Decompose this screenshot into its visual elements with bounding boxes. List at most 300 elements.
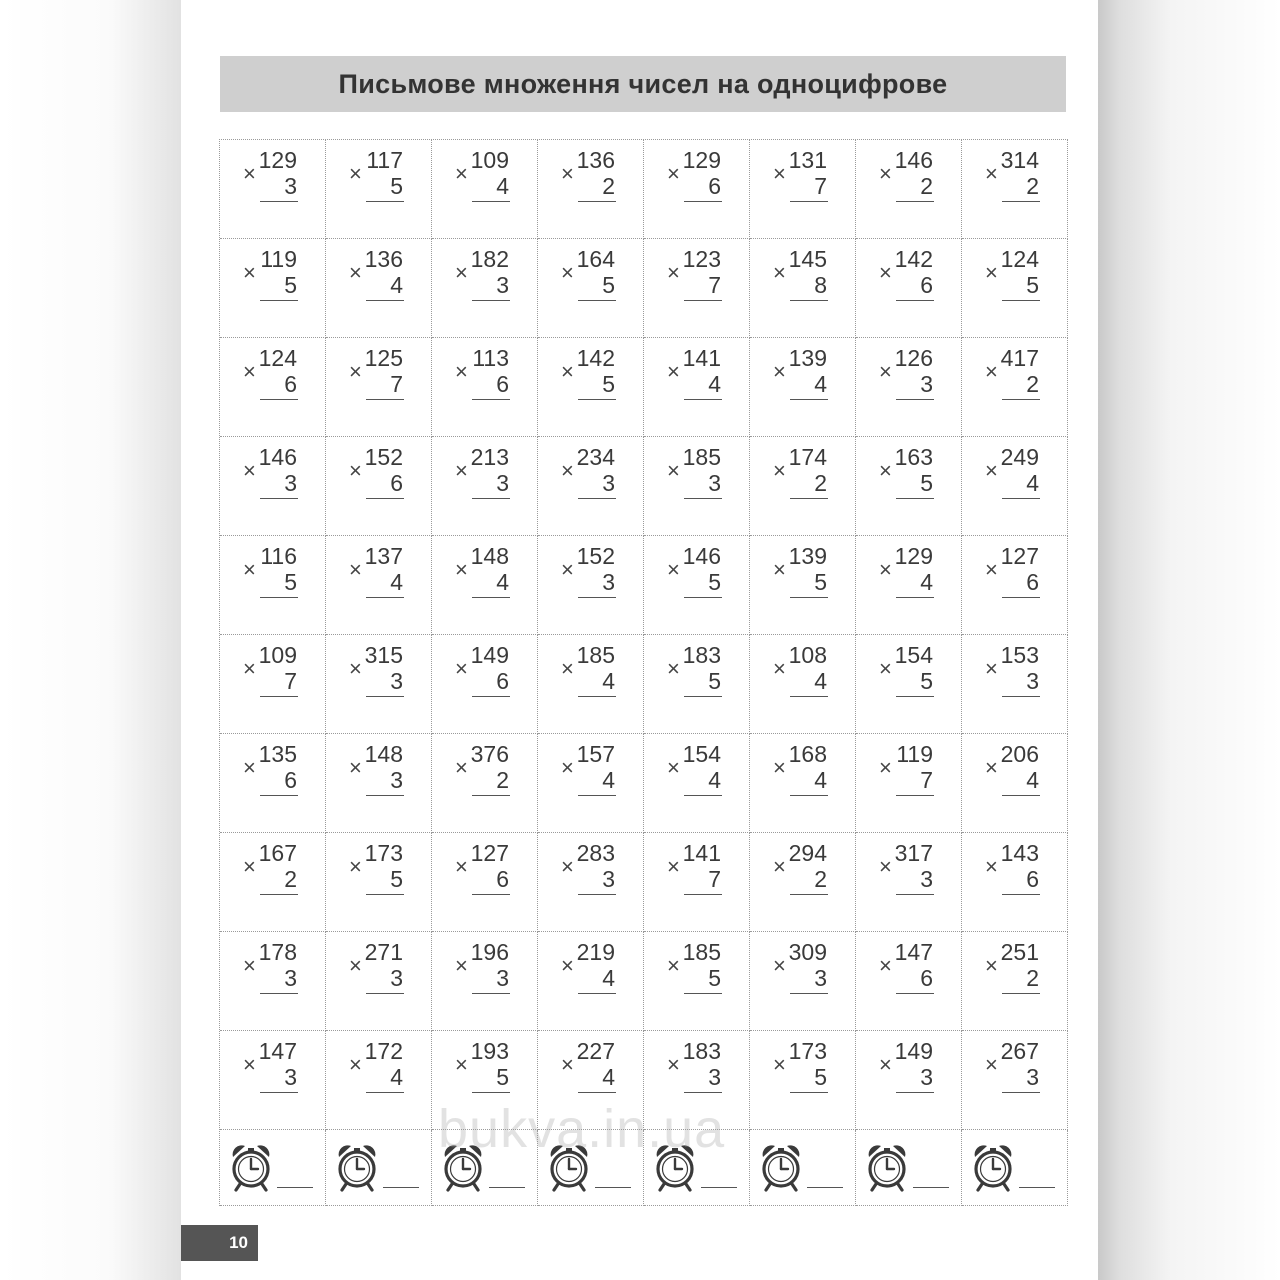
answer-line[interactable] <box>578 300 616 301</box>
multiplier: 4 <box>920 569 933 595</box>
multiplicand: 108 <box>788 642 827 668</box>
time-answer-line[interactable] <box>807 1187 843 1188</box>
multiplicand: 141 <box>682 840 721 866</box>
multiply-sign: × <box>773 656 786 681</box>
exercise-cell <box>750 932 856 1031</box>
multiplicand: 119 <box>260 246 297 272</box>
answer-line[interactable] <box>684 795 722 796</box>
multiply-sign: × <box>773 359 786 384</box>
multiplicand: 146 <box>258 444 297 470</box>
multiplier: 5 <box>814 1064 827 1090</box>
multiply-sign: × <box>985 161 998 186</box>
multiplicand: 314 <box>1000 147 1039 173</box>
answer-line[interactable] <box>1002 795 1040 796</box>
answer-line[interactable] <box>366 300 404 301</box>
multiply-sign: × <box>667 1052 680 1077</box>
answer-line[interactable] <box>366 894 404 895</box>
multiplicand: 129 <box>258 147 297 173</box>
multiplicand: 139 <box>788 543 827 569</box>
multiplicand: 376 <box>470 741 509 767</box>
multiplicand: 154 <box>894 642 933 668</box>
time-answer-line[interactable] <box>277 1187 313 1188</box>
answer-line[interactable] <box>684 399 722 400</box>
multiplier: 4 <box>814 767 827 793</box>
multiplicand: 129 <box>894 543 933 569</box>
multiplier: 4 <box>602 767 615 793</box>
multiply-sign: × <box>349 458 362 483</box>
answer-line[interactable] <box>578 201 616 202</box>
multiplicand: 251 <box>1000 939 1039 965</box>
answer-line[interactable] <box>366 201 404 202</box>
multiplier: 4 <box>1026 767 1039 793</box>
exercise-cell <box>962 239 1068 338</box>
answer-line[interactable] <box>1002 300 1040 301</box>
exercise-cell <box>538 635 644 734</box>
exercise-cell <box>644 635 750 734</box>
multiplicand: 157 <box>576 741 615 767</box>
answer-line[interactable] <box>260 993 298 994</box>
multiply-sign: × <box>561 458 574 483</box>
multiplicand: 182 <box>470 246 509 272</box>
exercise-cell <box>856 140 962 239</box>
exercise-cell <box>432 833 538 932</box>
exercise-cell <box>326 536 432 635</box>
timer-cell <box>962 1130 1068 1206</box>
exercise-cell <box>962 635 1068 734</box>
multiplicand: 168 <box>788 741 827 767</box>
exercise-cell <box>432 1031 538 1130</box>
answer-line[interactable] <box>472 201 510 202</box>
time-answer-line[interactable] <box>595 1187 631 1188</box>
answer-line[interactable] <box>1002 696 1040 697</box>
multiply-sign: × <box>667 854 680 879</box>
multiplier: 6 <box>1026 866 1039 892</box>
multiplier: 5 <box>708 569 721 595</box>
multiplier: 2 <box>1026 965 1039 991</box>
multiplier: 3 <box>284 173 297 199</box>
exercise-cell <box>538 338 644 437</box>
exercise-cell <box>962 536 1068 635</box>
answer-line[interactable] <box>578 795 616 796</box>
multiplicand: 317 <box>894 840 933 866</box>
multiplicand: 227 <box>576 1038 615 1064</box>
multiplicand: 147 <box>894 939 933 965</box>
answer-line[interactable] <box>896 696 934 697</box>
multiply-sign: × <box>985 755 998 780</box>
time-answer-line[interactable] <box>913 1187 949 1188</box>
page-number: 10 <box>229 1233 248 1252</box>
multiply-sign: × <box>985 260 998 285</box>
time-answer-line[interactable] <box>383 1187 419 1188</box>
alarm-clock-icon <box>865 1142 909 1192</box>
multiplier: 6 <box>496 371 509 397</box>
multiply-sign: × <box>985 953 998 978</box>
answer-line[interactable] <box>1002 399 1040 400</box>
answer-line[interactable] <box>684 597 722 598</box>
answer-line[interactable] <box>260 399 298 400</box>
exercise-cell <box>326 437 432 536</box>
answer-line[interactable] <box>578 597 616 598</box>
answer-line[interactable] <box>1002 993 1040 994</box>
exercise-cell <box>750 1031 856 1130</box>
answer-line[interactable] <box>790 201 828 202</box>
multiplier: 7 <box>390 371 403 397</box>
answer-line[interactable] <box>790 696 828 697</box>
exercise-cell <box>326 140 432 239</box>
answer-line[interactable] <box>366 498 404 499</box>
multiplier: 7 <box>708 866 721 892</box>
alarm-clock-icon <box>759 1142 803 1192</box>
answer-line[interactable] <box>366 696 404 697</box>
multiplicand: 193 <box>470 1038 509 1064</box>
answer-line[interactable] <box>684 993 722 994</box>
multiply-sign: × <box>879 755 892 780</box>
multiply-sign: × <box>243 656 256 681</box>
time-answer-line[interactable] <box>1019 1187 1055 1188</box>
alarm-clock-icon <box>971 1142 1015 1192</box>
multiplicand: 167 <box>258 840 297 866</box>
answer-line[interactable] <box>790 498 828 499</box>
exercise-cell <box>962 1031 1068 1130</box>
multiplier: 6 <box>496 866 509 892</box>
multiply-sign: × <box>879 161 892 186</box>
multiply-sign: × <box>349 557 362 582</box>
multiply-sign: × <box>985 359 998 384</box>
multiplicand: 126 <box>894 345 933 371</box>
answer-line[interactable] <box>366 399 404 400</box>
answer-line[interactable] <box>896 498 934 499</box>
answer-line[interactable] <box>260 696 298 697</box>
alarm-clock-icon <box>547 1142 591 1192</box>
exercise-cell <box>538 734 644 833</box>
alarm-clock-icon <box>653 1142 697 1192</box>
page-number-badge <box>181 1225 258 1261</box>
multiplicand: 124 <box>258 345 297 371</box>
answer-line[interactable] <box>684 300 722 301</box>
multiplicand: 149 <box>470 642 509 668</box>
answer-line[interactable] <box>790 300 828 301</box>
answer-line[interactable] <box>472 894 510 895</box>
multiplicand: 135 <box>258 741 297 767</box>
multiply-sign: × <box>455 161 468 186</box>
answer-line[interactable] <box>896 300 934 301</box>
multiplicand: 163 <box>894 444 933 470</box>
multiply-sign: × <box>455 359 468 384</box>
timer-cell <box>856 1130 962 1206</box>
multiplicand: 185 <box>682 444 721 470</box>
multiplier: 4 <box>496 173 509 199</box>
multiply-sign: × <box>455 755 468 780</box>
answer-line[interactable] <box>366 597 404 598</box>
exercise-cell <box>962 140 1068 239</box>
left-background <box>0 0 181 1280</box>
answer-line[interactable] <box>472 795 510 796</box>
answer-line[interactable] <box>472 696 510 697</box>
answer-line[interactable] <box>260 795 298 796</box>
multiplier: 2 <box>814 866 827 892</box>
multiplier: 2 <box>1026 173 1039 199</box>
answer-line[interactable] <box>896 201 934 202</box>
multiplicand: 145 <box>788 246 827 272</box>
exercise-cell <box>644 536 750 635</box>
exercise-cell <box>538 239 644 338</box>
multiply-sign: × <box>243 854 256 879</box>
multiplier: 3 <box>920 866 933 892</box>
exercise-grid <box>219 139 1068 1206</box>
exercise-cell <box>220 833 326 932</box>
exercise-cell <box>220 239 326 338</box>
answer-line[interactable] <box>684 894 722 895</box>
multiply-sign: × <box>985 656 998 681</box>
answer-line[interactable] <box>578 1092 616 1093</box>
exercise-cell <box>432 239 538 338</box>
multiplicand: 315 <box>364 642 403 668</box>
answer-line[interactable] <box>366 795 404 796</box>
exercise-cell <box>538 437 644 536</box>
multiply-sign: × <box>243 1052 256 1077</box>
exercise-cell <box>432 437 538 536</box>
answer-line[interactable] <box>260 300 298 301</box>
answer-line[interactable] <box>1002 1092 1040 1093</box>
multiplier: 5 <box>1026 272 1039 298</box>
answer-line[interactable] <box>896 894 934 895</box>
answer-line[interactable] <box>578 894 616 895</box>
alarm-clock-icon <box>335 1142 379 1192</box>
timer-cell <box>220 1130 326 1206</box>
multiply-sign: × <box>243 458 256 483</box>
multiplier: 3 <box>496 272 509 298</box>
answer-line[interactable] <box>684 696 722 697</box>
answer-line[interactable] <box>1002 894 1040 895</box>
answer-line[interactable] <box>790 597 828 598</box>
exercise-cell <box>432 932 538 1031</box>
exercise-cell <box>750 437 856 536</box>
multiplier: 5 <box>920 668 933 694</box>
multiplier: 5 <box>390 866 403 892</box>
multiplicand: 152 <box>364 444 403 470</box>
multiply-sign: × <box>667 161 680 186</box>
time-answer-line[interactable] <box>701 1187 737 1188</box>
multiplier: 2 <box>496 767 509 793</box>
multiplicand: 164 <box>576 246 615 272</box>
answer-line[interactable] <box>260 894 298 895</box>
multiply-sign: × <box>243 260 256 285</box>
answer-line[interactable] <box>684 201 722 202</box>
exercise-cell <box>432 140 538 239</box>
answer-line[interactable] <box>472 1092 510 1093</box>
exercise-cell <box>644 239 750 338</box>
answer-line[interactable] <box>578 498 616 499</box>
exercise-cell <box>644 140 750 239</box>
multiply-sign: × <box>243 359 256 384</box>
exercise-cell <box>326 833 432 932</box>
multiplier: 3 <box>284 470 297 496</box>
multiplier: 3 <box>920 1064 933 1090</box>
exercise-cell <box>432 635 538 734</box>
multiplier: 3 <box>602 866 615 892</box>
multiply-sign: × <box>773 953 786 978</box>
answer-line[interactable] <box>260 597 298 598</box>
answer-line[interactable] <box>578 399 616 400</box>
multiply-sign: × <box>879 557 892 582</box>
answer-line[interactable] <box>366 1092 404 1093</box>
multiplicand: 131 <box>788 147 827 173</box>
answer-line[interactable] <box>790 1092 828 1093</box>
multiplicand: 124 <box>1000 246 1039 272</box>
answer-line[interactable] <box>790 993 828 994</box>
multiplier: 3 <box>390 767 403 793</box>
multiplicand: 294 <box>788 840 827 866</box>
answer-line[interactable] <box>684 498 722 499</box>
answer-line[interactable] <box>472 300 510 301</box>
multiplicand: 309 <box>788 939 827 965</box>
multiply-sign: × <box>561 854 574 879</box>
timer-cell <box>538 1130 644 1206</box>
exercise-cell <box>856 239 962 338</box>
multiply-sign: × <box>561 953 574 978</box>
multiplicand: 146 <box>682 543 721 569</box>
multiply-sign: × <box>985 557 998 582</box>
multiplier: 4 <box>708 767 721 793</box>
multiplier: 6 <box>284 767 297 793</box>
multiplicand: 154 <box>682 741 721 767</box>
answer-line[interactable] <box>896 399 934 400</box>
multiplicand: 149 <box>894 1038 933 1064</box>
multiply-sign: × <box>455 458 468 483</box>
multiplicand: 206 <box>1000 741 1039 767</box>
multiplier: 5 <box>602 371 615 397</box>
exercise-cell <box>538 932 644 1031</box>
multiplier: 4 <box>602 668 615 694</box>
multiplier: 3 <box>390 965 403 991</box>
multiply-sign: × <box>667 656 680 681</box>
exercise-cell <box>538 1031 644 1130</box>
exercise-cell <box>538 833 644 932</box>
exercise-cell <box>326 734 432 833</box>
multiplicand: 417 <box>1000 345 1039 371</box>
exercise-cell <box>856 1031 962 1130</box>
exercise-cell <box>644 437 750 536</box>
multiplier: 3 <box>496 965 509 991</box>
multiplier: 2 <box>920 173 933 199</box>
time-answer-line[interactable] <box>489 1187 525 1188</box>
exercise-cell <box>220 1031 326 1130</box>
answer-line[interactable] <box>472 399 510 400</box>
answer-line[interactable] <box>472 993 510 994</box>
multiply-sign: × <box>985 854 998 879</box>
multiply-sign: × <box>773 854 786 879</box>
multiplicand: 174 <box>788 444 827 470</box>
answer-line[interactable] <box>472 498 510 499</box>
exercise-cell <box>538 140 644 239</box>
answer-line[interactable] <box>578 993 616 994</box>
alarm-clock-icon <box>229 1142 273 1192</box>
exercise-cell <box>856 833 962 932</box>
multiplicand: 267 <box>1000 1038 1039 1064</box>
answer-line[interactable] <box>790 795 828 796</box>
multiplier: 3 <box>920 371 933 397</box>
answer-line[interactable] <box>896 1092 934 1093</box>
multiply-sign: × <box>561 260 574 285</box>
multiply-sign: × <box>773 755 786 780</box>
answer-line[interactable] <box>472 597 510 598</box>
exercise-cell <box>962 833 1068 932</box>
multiplicand: 148 <box>470 543 509 569</box>
multiply-sign: × <box>667 557 680 582</box>
multiplier: 5 <box>390 173 403 199</box>
multiplier: 4 <box>602 1064 615 1090</box>
multiplier: 3 <box>390 668 403 694</box>
multiply-sign: × <box>561 359 574 384</box>
exercise-cell <box>220 932 326 1031</box>
answer-line[interactable] <box>790 894 828 895</box>
exercise-cell <box>644 932 750 1031</box>
multiply-sign: × <box>349 854 362 879</box>
multiply-sign: × <box>773 260 786 285</box>
multiply-sign: × <box>455 656 468 681</box>
multiplier: 4 <box>814 371 827 397</box>
exercise-cell <box>220 437 326 536</box>
multiplier: 7 <box>920 767 933 793</box>
multiplicand: 183 <box>682 642 721 668</box>
multiplicand: 152 <box>576 543 615 569</box>
exercise-cell <box>432 338 538 437</box>
multiplicand: 119 <box>896 741 933 767</box>
multiply-sign: × <box>349 260 362 285</box>
answer-line[interactable] <box>1002 201 1040 202</box>
multiplier: 3 <box>496 470 509 496</box>
multiply-sign: × <box>879 953 892 978</box>
answer-line[interactable] <box>896 993 934 994</box>
multiply-sign: × <box>879 359 892 384</box>
multiplier: 4 <box>1026 470 1039 496</box>
multiplier: 6 <box>284 371 297 397</box>
multiplier: 5 <box>496 1064 509 1090</box>
multiply-sign: × <box>455 1052 468 1077</box>
answer-line[interactable] <box>896 597 934 598</box>
multiply-sign: × <box>879 656 892 681</box>
multiplicand: 123 <box>682 246 721 272</box>
answer-line[interactable] <box>366 993 404 994</box>
multiplicand: 153 <box>1000 642 1039 668</box>
timer-cell <box>432 1130 538 1206</box>
title-bar <box>220 56 1066 112</box>
answer-line[interactable] <box>260 201 298 202</box>
multiplier: 5 <box>284 569 297 595</box>
multiplicand: 173 <box>788 1038 827 1064</box>
answer-line[interactable] <box>578 696 616 697</box>
multiplier: 3 <box>602 569 615 595</box>
answer-line[interactable] <box>684 1092 722 1093</box>
multiplier: 5 <box>284 272 297 298</box>
exercise-cell <box>326 635 432 734</box>
multiplier: 6 <box>920 965 933 991</box>
multiplicand: 219 <box>576 939 615 965</box>
answer-line[interactable] <box>1002 597 1040 598</box>
answer-line[interactable] <box>260 1092 298 1093</box>
answer-line[interactable] <box>790 399 828 400</box>
exercise-cell <box>220 536 326 635</box>
exercise-cell <box>432 734 538 833</box>
answer-line[interactable] <box>260 498 298 499</box>
multiplicand: 136 <box>364 246 403 272</box>
exercise-cell <box>856 635 962 734</box>
answer-line[interactable] <box>1002 498 1040 499</box>
right-background <box>1098 0 1280 1280</box>
multiply-sign: × <box>243 161 256 186</box>
answer-line[interactable] <box>896 795 934 796</box>
multiply-sign: × <box>243 953 256 978</box>
